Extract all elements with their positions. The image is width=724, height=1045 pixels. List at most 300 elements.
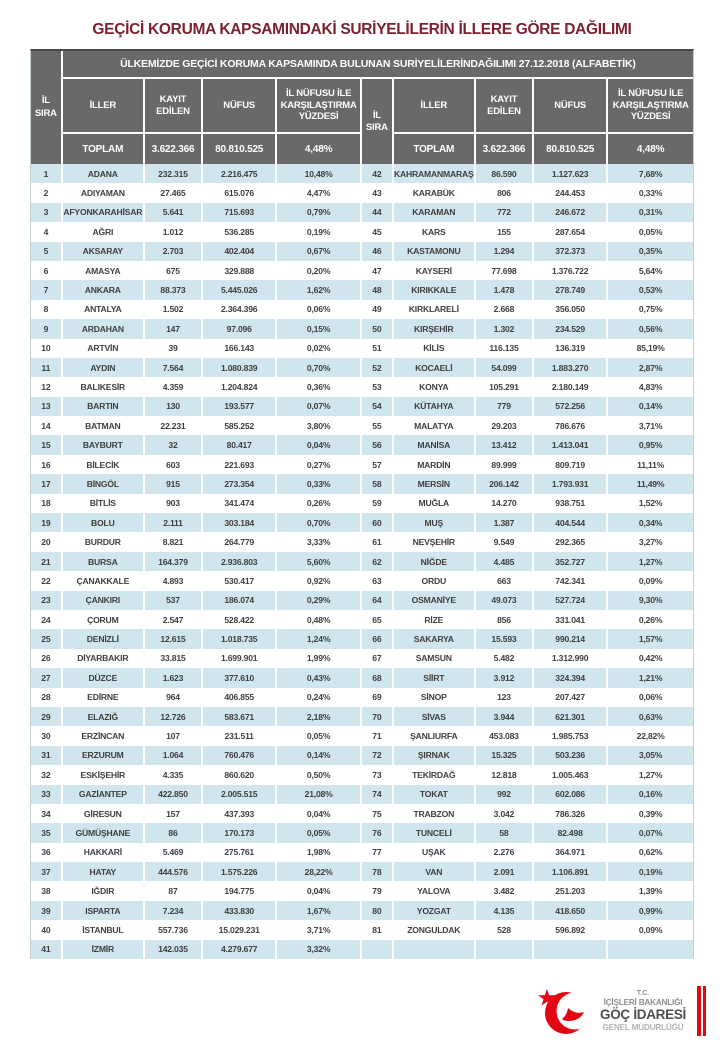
table-row: [31, 513, 693, 532]
table-row: [31, 610, 693, 629]
population: 207.427: [534, 688, 608, 707]
row-number: 59: [362, 494, 394, 513]
table-row: [31, 222, 693, 241]
population: 4.279.677: [203, 940, 277, 959]
row-number: 51: [362, 339, 394, 358]
logo-ministry-label: İÇİŞLERİ BAKANLIĞI: [603, 997, 683, 1007]
registered-count: 856: [476, 610, 534, 629]
table-row: [31, 339, 693, 358]
population: 221.693: [203, 455, 277, 474]
total-registered-left: 3.622.366: [145, 134, 203, 164]
population: 990.214: [534, 629, 608, 648]
row-number: 17: [31, 474, 63, 493]
population: 1.699.901: [203, 649, 277, 668]
row-number: 21: [31, 552, 63, 571]
population: 1.376.722: [534, 261, 608, 280]
table-row: [31, 649, 693, 668]
registered-count: 4.359: [145, 377, 203, 396]
population: 1.080.839: [203, 358, 277, 377]
row-number: 76: [362, 823, 394, 842]
percentage: 85,19%: [608, 339, 693, 358]
province-name: BATMAN: [63, 416, 145, 435]
row-number: 57: [362, 455, 394, 474]
registered-count: 9.549: [476, 532, 534, 551]
row-number: 11: [31, 358, 63, 377]
total-label-left: TOPLAM: [63, 134, 145, 164]
row-number: 62: [362, 552, 394, 571]
percentage: 0,92%: [277, 571, 362, 590]
registered-count: 3.944: [476, 707, 534, 726]
population: 1.312.990: [534, 649, 608, 668]
registered-count: 806: [476, 183, 534, 202]
population: 585.252: [203, 416, 277, 435]
table-row: [31, 377, 693, 396]
percentage: 7,68%: [608, 164, 693, 183]
row-number: 28: [31, 688, 63, 707]
crescent-star-icon: [535, 983, 593, 1039]
province-name: BAYBURT: [63, 435, 145, 454]
province-name: ARDAHAN: [63, 319, 145, 338]
row-number: 24: [31, 610, 63, 629]
population: 97.096: [203, 319, 277, 338]
table-body: [31, 164, 693, 959]
registered-count: 1.623: [145, 668, 203, 687]
row-number: 50: [362, 319, 394, 338]
registered-count: 15.593: [476, 629, 534, 648]
table-row: [31, 416, 693, 435]
table-row: [31, 940, 693, 959]
percentage: 0,14%: [277, 746, 362, 765]
row-number: 67: [362, 649, 394, 668]
registered-count: 12.818: [476, 765, 534, 784]
distribution-table-container: [30, 49, 694, 959]
registered-count: 3.912: [476, 668, 534, 687]
table-row: [31, 862, 693, 881]
percentage: 0,09%: [608, 920, 693, 939]
population: 15.029.231: [203, 920, 277, 939]
province-name: UŞAK: [394, 843, 476, 862]
row-number: 4: [31, 222, 63, 241]
total-label-right: TOPLAM: [394, 134, 476, 164]
percentage: 0,02%: [277, 339, 362, 358]
province-name: MANİSA: [394, 435, 476, 454]
population: 1.883.270: [534, 358, 608, 377]
row-number: 40: [31, 920, 63, 939]
percentage: 0,29%: [277, 591, 362, 610]
column-header-iller-right: İLLER: [394, 79, 476, 134]
percentage: 0,27%: [277, 455, 362, 474]
province-name: BİNGÖL: [63, 474, 145, 493]
province-name: VAN: [394, 862, 476, 881]
province-name: ARTVİN: [63, 339, 145, 358]
registered-count: 32: [145, 435, 203, 454]
population: 287.654: [534, 222, 608, 241]
province-name: MARDİN: [394, 455, 476, 474]
row-number: 26: [31, 649, 63, 668]
total-population-left: 80.810.525: [203, 134, 277, 164]
registered-count: 5.641: [145, 203, 203, 222]
percentage: 0,99%: [608, 901, 693, 920]
percentage: 0,53%: [608, 280, 693, 299]
table-row: [31, 435, 693, 454]
registered-count: 528: [476, 920, 534, 939]
row-number: 19: [31, 513, 63, 532]
population: 2.216.475: [203, 164, 277, 183]
registered-count: 453.083: [476, 726, 534, 745]
column-header-nufus-right: NÜFUS: [534, 79, 608, 134]
registered-count: 164.379: [145, 552, 203, 571]
percentage: 4,47%: [277, 183, 362, 202]
percentage: 11,49%: [608, 474, 693, 493]
row-number: 34: [31, 804, 63, 823]
logo-agency-label: GÖÇ İDARESİ: [600, 1007, 686, 1023]
logo-text-block: [600, 990, 686, 1032]
province-name: ERZURUM: [63, 746, 145, 765]
registered-count: 4.485: [476, 552, 534, 571]
registered-count: 1.387: [476, 513, 534, 532]
population: 324.394: [534, 668, 608, 687]
province-name: ZONGULDAK: [394, 920, 476, 939]
registered-count: 2.276: [476, 843, 534, 862]
province-name: İZMİR: [63, 940, 145, 959]
province-name: RİZE: [394, 610, 476, 629]
province-name: KAYSERİ: [394, 261, 476, 280]
registered-count: 86.590: [476, 164, 534, 183]
registered-count: 537: [145, 591, 203, 610]
row-number: 55: [362, 416, 394, 435]
province-name: ELAZIĞ: [63, 707, 145, 726]
population: 2.005.515: [203, 785, 277, 804]
row-number: 72: [362, 746, 394, 765]
registered-count: 39: [145, 339, 203, 358]
percentage: 2,87%: [608, 358, 693, 377]
registered-count: 5.469: [145, 843, 203, 862]
row-number: 20: [31, 532, 63, 551]
row-number: 35: [31, 823, 63, 842]
population: 2.936.803: [203, 552, 277, 571]
row-number: 22: [31, 571, 63, 590]
row-number: 14: [31, 416, 63, 435]
percentage: 0,24%: [277, 688, 362, 707]
row-number: 61: [362, 532, 394, 551]
registered-count: 663: [476, 571, 534, 590]
goc-idaresi-logo: [535, 983, 706, 1039]
population: 352.727: [534, 552, 608, 571]
table-row: [31, 280, 693, 299]
percentage: 0,62%: [608, 843, 693, 862]
population: 278.749: [534, 280, 608, 299]
province-name: KARABÜK: [394, 183, 476, 202]
province-name: AĞRI: [63, 222, 145, 241]
province-name: TOKAT: [394, 785, 476, 804]
table-row: [31, 261, 693, 280]
percentage: 1,57%: [608, 629, 693, 648]
registered-count: 105.291: [476, 377, 534, 396]
province-name: HAKKARİ: [63, 843, 145, 862]
row-number: 46: [362, 242, 394, 261]
table-row: [31, 494, 693, 513]
population: 530.417: [203, 571, 277, 590]
row-number: 8: [31, 300, 63, 319]
row-number: 27: [31, 668, 63, 687]
province-name: KARAMAN: [394, 203, 476, 222]
table-row: [31, 765, 693, 784]
province-name: KIRKLARELİ: [394, 300, 476, 319]
percentage: 10,48%: [277, 164, 362, 183]
percentage: 1,27%: [608, 765, 693, 784]
percentage: 28,22%: [277, 862, 362, 881]
column-header-yuzde-right: İL NÜFUSU İLE KARŞILAŞTIRMA YÜZDESİ: [608, 79, 693, 134]
registered-count: 557.736: [145, 920, 203, 939]
population: 404.544: [534, 513, 608, 532]
percentage: 3,32%: [277, 940, 362, 959]
table-band-title: ÜLKEMİZDE GEÇİCİ KORUMA KAPSAMINDA BULUNAN SURİYELİLERİNDAĞILIMI 27.12.2018 (ALFABETİK): [63, 51, 693, 79]
province-name: AKSARAY: [63, 242, 145, 261]
province-name: ORDU: [394, 571, 476, 590]
registered-count: 232.315: [145, 164, 203, 183]
row-number: 52: [362, 358, 394, 377]
row-number: 6: [31, 261, 63, 280]
province-name: KİLİS: [394, 339, 476, 358]
registered-count: 779: [476, 397, 534, 416]
province-name: MERSİN: [394, 474, 476, 493]
table-row: [31, 571, 693, 590]
province-name: ŞANLIURFA: [394, 726, 476, 745]
province-name: ŞIRNAK: [394, 746, 476, 765]
row-number: 63: [362, 571, 394, 590]
province-name: [394, 940, 476, 959]
row-number: 49: [362, 300, 394, 319]
row-number: 12: [31, 377, 63, 396]
province-name: SİİRT: [394, 668, 476, 687]
percentage: 0,04%: [277, 804, 362, 823]
row-number: 80: [362, 901, 394, 920]
table-row: [31, 707, 693, 726]
percentage: 0,19%: [608, 862, 693, 881]
table-row: [31, 785, 693, 804]
registered-count: 1.302: [476, 319, 534, 338]
population: 5.445.026: [203, 280, 277, 299]
percentage: 22,82%: [608, 726, 693, 745]
row-number: 33: [31, 785, 63, 804]
registered-count: 12.726: [145, 707, 203, 726]
population: 264.779: [203, 532, 277, 551]
province-name: SAKARYA: [394, 629, 476, 648]
registered-count: 4.335: [145, 765, 203, 784]
percentage: 0,15%: [277, 319, 362, 338]
registered-count: 77.698: [476, 261, 534, 280]
registered-count: [476, 940, 534, 959]
row-number: 2: [31, 183, 63, 202]
province-name: ÇANAKKALE: [63, 571, 145, 590]
province-name: TEKİRDAĞ: [394, 765, 476, 784]
population: 715.693: [203, 203, 277, 222]
row-number: 75: [362, 804, 394, 823]
population: 251.203: [534, 881, 608, 900]
registered-count: 29.203: [476, 416, 534, 435]
province-name: KONYA: [394, 377, 476, 396]
registered-count: 116.135: [476, 339, 534, 358]
population: 80.417: [203, 435, 277, 454]
province-name: AFYONKARAHİSAR: [63, 203, 145, 222]
percentage: 0,75%: [608, 300, 693, 319]
population: 244.453: [534, 183, 608, 202]
province-name: ANTALYA: [63, 300, 145, 319]
percentage: 1,27%: [608, 552, 693, 571]
row-number: 44: [362, 203, 394, 222]
province-name: AYDIN: [63, 358, 145, 377]
population: 1.127.623: [534, 164, 608, 183]
registered-count: 4.893: [145, 571, 203, 590]
row-number: 56: [362, 435, 394, 454]
row-number: [362, 940, 394, 959]
registered-count: 87: [145, 881, 203, 900]
population: 1.005.463: [534, 765, 608, 784]
percentage: 0,05%: [277, 823, 362, 842]
province-name: DİYARBAKIR: [63, 649, 145, 668]
percentage: 3,27%: [608, 532, 693, 551]
province-name: ADANA: [63, 164, 145, 183]
row-number: 13: [31, 397, 63, 416]
percentage: 3,80%: [277, 416, 362, 435]
percentage: 0,43%: [277, 668, 362, 687]
table-row: [31, 455, 693, 474]
registered-count: 12.615: [145, 629, 203, 648]
row-number: 60: [362, 513, 394, 532]
population: 786.676: [534, 416, 608, 435]
population: 303.184: [203, 513, 277, 532]
population: 503.236: [534, 746, 608, 765]
row-number: 53: [362, 377, 394, 396]
row-number: 69: [362, 688, 394, 707]
row-number: 1: [31, 164, 63, 183]
row-number: 41: [31, 940, 63, 959]
population: 527.724: [534, 591, 608, 610]
population: 402.404: [203, 242, 277, 261]
province-name: BOLU: [63, 513, 145, 532]
population: 329.888: [203, 261, 277, 280]
percentage: 0,36%: [277, 377, 362, 396]
table-row: [31, 319, 693, 338]
province-name: IĞDIR: [63, 881, 145, 900]
population: 809.719: [534, 455, 608, 474]
population: 273.354: [203, 474, 277, 493]
registered-count: 88.373: [145, 280, 203, 299]
registered-count: 33.815: [145, 649, 203, 668]
row-number: 70: [362, 707, 394, 726]
registered-count: 2.091: [476, 862, 534, 881]
province-name: MUĞLA: [394, 494, 476, 513]
percentage: 0,07%: [608, 823, 693, 842]
province-name: KAHRAMANMARAŞ: [394, 164, 476, 183]
percentage: 0,06%: [608, 688, 693, 707]
row-number: 64: [362, 591, 394, 610]
province-name: KIRIKKALE: [394, 280, 476, 299]
population: 1.018.735: [203, 629, 277, 648]
row-number: 25: [31, 629, 63, 648]
population: 615.076: [203, 183, 277, 202]
table-row: [31, 629, 693, 648]
population: 760.476: [203, 746, 277, 765]
registered-count: 5.482: [476, 649, 534, 668]
row-number: 65: [362, 610, 394, 629]
registered-count: 22.231: [145, 416, 203, 435]
distribution-table: [31, 51, 693, 959]
percentage: 0,05%: [608, 222, 693, 241]
registered-count: 13.412: [476, 435, 534, 454]
row-number: 16: [31, 455, 63, 474]
percentage: 0,67%: [277, 242, 362, 261]
province-name: KASTAMONU: [394, 242, 476, 261]
percentage: 0,19%: [277, 222, 362, 241]
population: 275.761: [203, 843, 277, 862]
province-name: BURSA: [63, 552, 145, 571]
registered-count: 964: [145, 688, 203, 707]
table-row: [31, 804, 693, 823]
percentage: 0,70%: [277, 358, 362, 377]
percentage: 0,04%: [277, 435, 362, 454]
province-name: SİVAS: [394, 707, 476, 726]
population: 572.256: [534, 397, 608, 416]
table-row: [31, 164, 693, 183]
row-number: 78: [362, 862, 394, 881]
population: 364.971: [534, 843, 608, 862]
registered-count: 4.135: [476, 901, 534, 920]
row-number: 79: [362, 881, 394, 900]
population: 377.610: [203, 668, 277, 687]
registered-count: 147: [145, 319, 203, 338]
row-number: 36: [31, 843, 63, 862]
table-row: [31, 552, 693, 571]
percentage: 0,34%: [608, 513, 693, 532]
percentage: 3,33%: [277, 532, 362, 551]
population: 170.173: [203, 823, 277, 842]
row-number: 74: [362, 785, 394, 804]
province-name: BARTIN: [63, 397, 145, 416]
row-number: 73: [362, 765, 394, 784]
province-name: YALOVA: [394, 881, 476, 900]
percentage: 0,26%: [608, 610, 693, 629]
column-header-yuzde-left: İL NÜFUSU İLE KARŞILAŞTIRMA YÜZDESİ: [277, 79, 362, 134]
logo-double-bar-icon: [697, 986, 706, 1036]
registered-count: 444.576: [145, 862, 203, 881]
table-row: [31, 920, 693, 939]
registered-count: 603: [145, 455, 203, 474]
row-number: 37: [31, 862, 63, 881]
row-number: 5: [31, 242, 63, 261]
province-name: TRABZON: [394, 804, 476, 823]
population: 596.892: [534, 920, 608, 939]
registered-count: 1.064: [145, 746, 203, 765]
province-name: NEVŞEHİR: [394, 532, 476, 551]
registered-count: 15.325: [476, 746, 534, 765]
population: 621.301: [534, 707, 608, 726]
population: 194.775: [203, 881, 277, 900]
registered-count: 772: [476, 203, 534, 222]
percentage: 1,52%: [608, 494, 693, 513]
row-number: 45: [362, 222, 394, 241]
registered-count: 14.270: [476, 494, 534, 513]
province-name: BİLECİK: [63, 455, 145, 474]
province-name: ESKİŞEHİR: [63, 765, 145, 784]
row-number: 29: [31, 707, 63, 726]
total-registered-right: 3.622.366: [476, 134, 534, 164]
row-number: 32: [31, 765, 63, 784]
table-row: [31, 300, 693, 319]
registered-count: 157: [145, 804, 203, 823]
percentage: 0,16%: [608, 785, 693, 804]
province-name: HATAY: [63, 862, 145, 881]
